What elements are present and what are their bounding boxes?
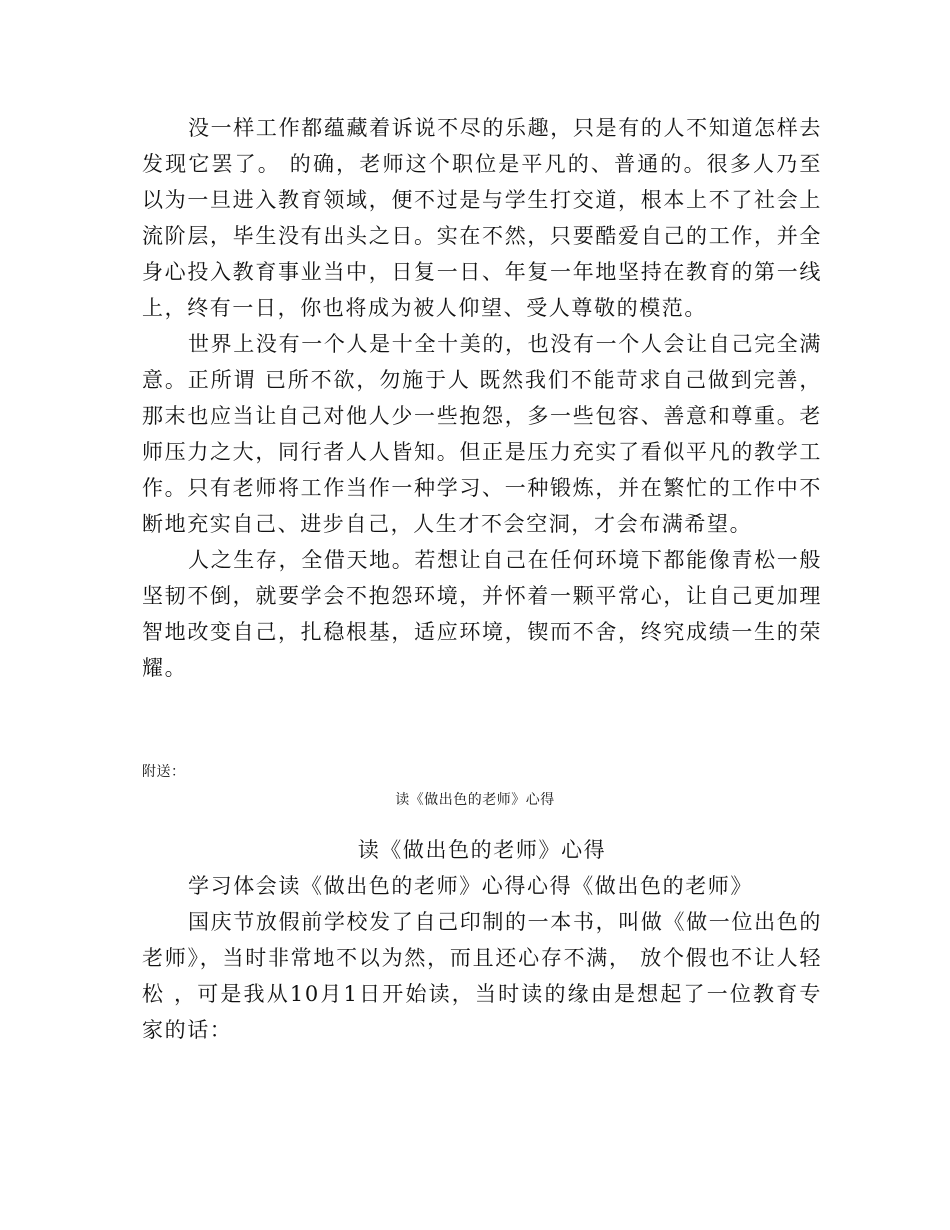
paragraph: 世界上没有一个人是十全十美的，也没有一个人会让自己完全满意。正所谓 已所不欲，勿施于人 既然我们不能苛求自己做到完善，那末也应当让自己对他人少一些抱怨，多一些包容、善意和尊重。老师压力之大，同行者人人皆知。但正是压力充实了看似平凡的教学工作。只有老师将工作当作一种学习、一种锻炼，并在繁忙的工作中不断地充实自己、进步自己，人生才不会空洞，才会布满希望。 [142, 332, 822, 536]
essay-body [142, 110, 822, 686]
appendix-label: 附送： [142, 764, 186, 780]
paragraph: 人之生存，全借天地。若想让自己在任何环境下都能像青松一般坚韧不倒，就要学会不抱怨环境，并怀着一颗平常心，让自己更加理智地改变自己，扎稳根基，适应环境，锲而不舍，终究成绩一生的荣耀。 [142, 548, 822, 680]
paragraph: 没一样工作都蕴藏着诉说不尽的乐趣，只是有的人不知道怎样去发现它罢了。 的确，老师这个职位是平凡的、普通的。很多人乃至以为一旦进入教育领域，便不过是与学生打交道，根本上不了社会上流阶层，毕生没有出头之日。实在不然，只要酷爱自己的工作，并全身心投入教育事业当中，日复一日、年复一年地坚持在教育的第一线上，终有一日，你也将成为被人仰望、受人尊敬的模范。 [142, 116, 822, 320]
paragraph: 学习体会读《做出色的老师》心得心得《做出色的老师》 [188, 874, 753, 898]
article-body [142, 868, 822, 1048]
article-title: 读《做出色的老师》心得 [357, 838, 607, 862]
paragraph: 国庆节放假前学校发了自己印制的一本书，叫做《做一位出色的老师》，当时非常地不以为然，而且还心存不满， 放个假也不让人轻松 ，可是我从10月1日开始读，当时读的缘由是想起了一位教育专家的话： [142, 910, 822, 1042]
appendix-subtitle: 读《做出色的老师》心得 [395, 792, 555, 808]
